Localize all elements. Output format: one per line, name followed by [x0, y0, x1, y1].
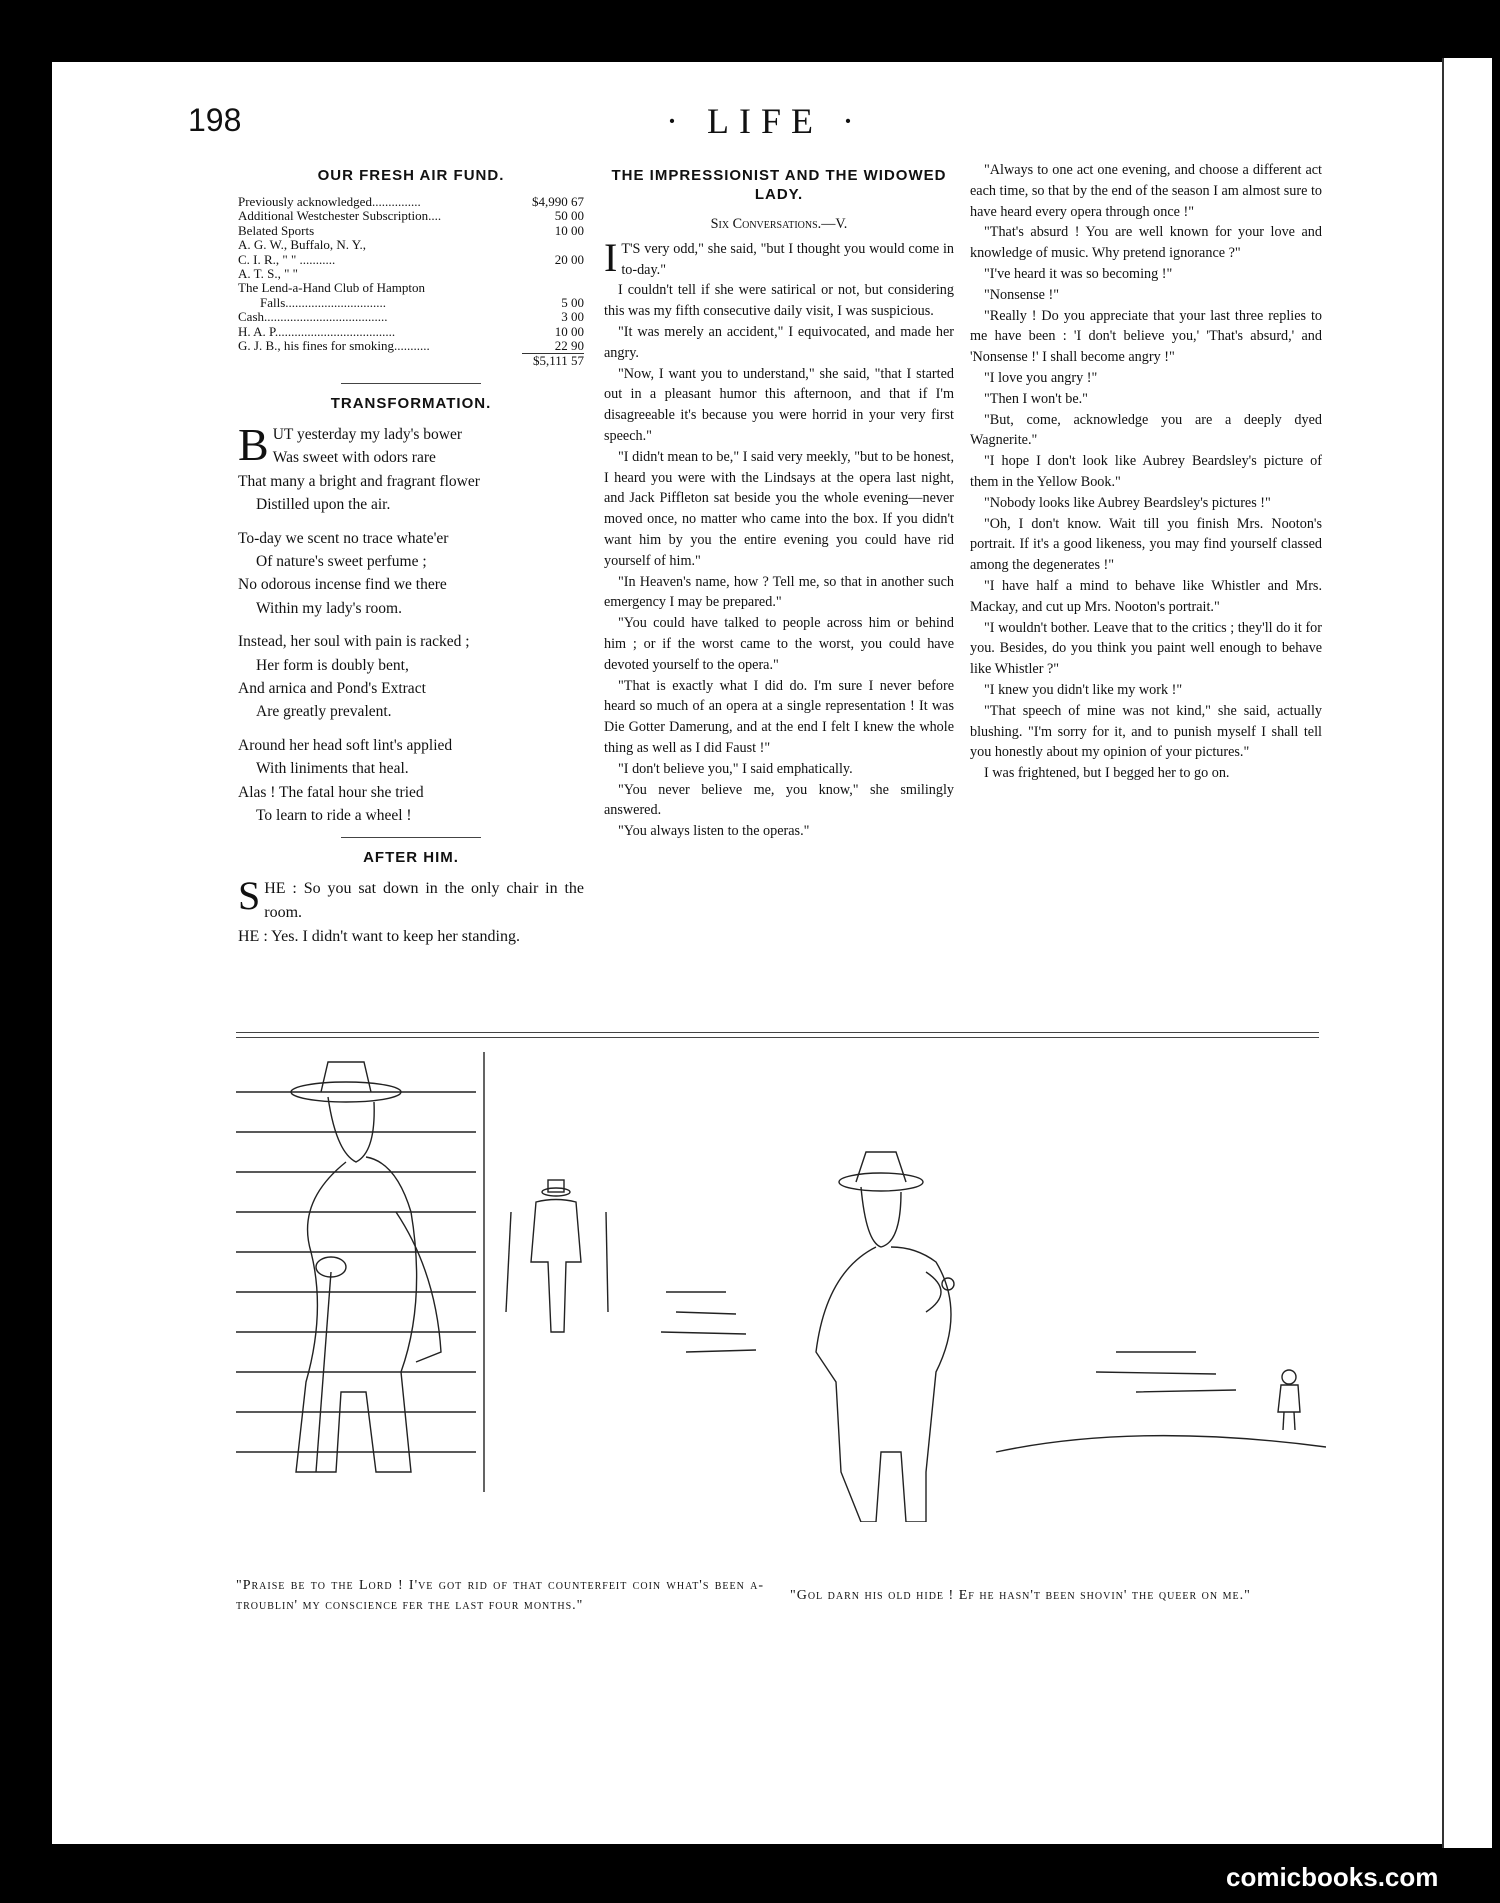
fund-label: The Lend-a-Hand Club of Hampton: [238, 281, 426, 296]
story-paragraph: "Oh, I don't know. Wait till you finish Mrs. Nooton's portrait. If it's a good likeness, you may find yourself classed among the degenerates !": [970, 515, 1322, 574]
story-paragraph: "Really ! Do you appreciate that your last three replies to me have been : 'I don't believe you,' 'That's absurd,' and 'Nonsense !' I shall become angry !": [970, 307, 1322, 366]
story-paragraph: "Then I won't be.": [984, 390, 1088, 407]
poem-line: Of nature's sweet perfume ;: [256, 552, 427, 570]
fund-amount: 5 00: [561, 294, 584, 310]
dialog-text: HE : So you sat down in the only chair in the room.: [264, 880, 584, 922]
poem-line: That many a bright and fragrant flower: [238, 472, 480, 490]
story-paragraph: "I wouldn't bother. Leave that to the critics ; they'll do it for you. Besides, do you think you paint well enough to behave like Whistler ?": [970, 619, 1322, 678]
story-paragraph: I couldn't tell if she were satirical or not, but considering this was my fifth consecutive daily visit, I was suspicious.: [604, 282, 954, 320]
page-number: 198: [188, 102, 242, 138]
fund-row: [238, 238, 584, 252]
caption-left: "Praise be to the Lord ! I've got rid of that counterfeit coin what's been a-troublin' my conscience fer the last four months.": [236, 1578, 764, 1613]
fund-amount: 50 00: [554, 208, 584, 224]
fund-amount: 10 00: [554, 222, 584, 238]
story-paragraph: "Now, I want you to understand," she said, "that I started out in a pleasant humor this afternoon, and that if I'm disagreeable it's because you were horrid in your very first speech.": [604, 365, 954, 444]
fund-row: [238, 281, 584, 295]
fund-amount: [522, 238, 584, 252]
drop-cap: B: [238, 418, 269, 470]
fund-amount: [522, 281, 584, 295]
poem-transformation: [238, 418, 584, 828]
poem-line: Around her head soft lint's applied: [238, 736, 453, 754]
fund-amount: 10 00: [554, 323, 584, 339]
stanza: [238, 527, 584, 621]
after-him-dialog: [238, 873, 584, 949]
after-him-title: AFTER HIM.: [363, 849, 459, 867]
fund-amount: $4,990 67: [532, 194, 584, 209]
stanza: [238, 418, 584, 517]
ground-hatching: [661, 1292, 1326, 1452]
drop-cap: S: [238, 873, 261, 919]
story-title: THE IMPRESSIONIST AND THE WIDOWED LADY.: [611, 167, 947, 203]
story-paragraph: "That speech of mine was not kind," she said, actually blushing. "I'm sorry for it, and to punish myself I shall tell you honestly about my opinion of your pictures.": [970, 702, 1322, 761]
stanza: [238, 734, 584, 828]
fund-label: Cash......................................: [238, 310, 388, 325]
poem-line: And arnica and Pond's Extract: [238, 679, 426, 697]
story-paragraph: "But, come, acknowledge you are a deeply dyed Wagnerite.": [970, 411, 1322, 449]
column-3: [970, 160, 1322, 784]
fund-label: Previously acknowledged...............: [238, 195, 421, 209]
story-paragraph: "I knew you didn't like my work !": [984, 681, 1183, 698]
cartoon-illustration: [236, 1052, 1326, 1522]
poem-line: Within my lady's room.: [256, 599, 402, 617]
poem-line: Alas ! The fatal hour she tried: [238, 783, 424, 801]
paragraph-text: T'S very odd," she said, "but I thought you would come in to-day.": [621, 240, 954, 278]
fund-amount: 3 00: [561, 309, 584, 325]
watermark: comicbooks.com: [1226, 1862, 1439, 1892]
story-paragraph: "Nobody looks like Aubrey Beardsley's pictures !": [984, 494, 1271, 511]
story-paragraph: "I hope I don't look like Aubrey Beardsley's picture of them in the Yellow Book.": [970, 453, 1322, 490]
column-2: [604, 160, 954, 842]
story-paragraph: "I've heard it was so becoming !": [984, 265, 1173, 282]
story-paragraph: "You never believe me, you know," she smilingly answered.: [604, 781, 954, 819]
poem-line: Distilled upon the air.: [256, 496, 391, 514]
story-paragraph: [604, 234, 954, 281]
fund-amount: [522, 267, 584, 281]
column-1: [238, 160, 584, 949]
brick-wall: [236, 1092, 476, 1452]
poem-line: With liniments that heal.: [256, 760, 409, 778]
story-paragraph: "That's absurd ! You are well known for your love and knowledge of music. Why pretend ignorance ?": [970, 224, 1322, 262]
fund-row: [238, 267, 584, 281]
section-divider: [341, 837, 481, 838]
poem-line: Are greatly prevalent.: [256, 703, 392, 721]
fund-row: [238, 195, 584, 209]
fund-label: G. J. B., his fines for smoking...........: [238, 339, 430, 354]
poem-line: Was sweet with odors rare: [272, 449, 436, 467]
fund-row: [238, 310, 584, 324]
poem-line: Her form is doubly bent,: [256, 656, 409, 674]
story-paragraph: "Always to one act one evening, and choose a different act each time, so that by the end of the season I am almost sure to have heard every opera through once !": [970, 162, 1322, 220]
story-paragraph: "It was merely an accident," I equivocated, and made her angry.: [604, 323, 954, 361]
fund-label: A. T. S., " ": [238, 267, 298, 282]
fund-amount: 20 00: [554, 251, 584, 267]
story-paragraph: I was frightened, but I begged her to go on.: [984, 765, 1230, 782]
dialog-line: HE : Yes. I didn't want to keep her standing.: [238, 928, 520, 946]
fund-row: [238, 296, 584, 310]
story-paragraph: "Nonsense !": [984, 286, 1060, 303]
story-paragraph: "You could have talked to people across him or behind him ; or if the worst came to the worst, you could have devoted yourself to the opera.": [604, 615, 954, 673]
fund-label: Additional Westchester Subscription....: [238, 209, 442, 224]
fund-label: Belated Sports: [238, 223, 315, 238]
fund-label: H. A. P.....................................: [238, 324, 396, 339]
farmer-figure: [816, 1152, 954, 1522]
drop-cap: I: [604, 234, 618, 280]
fund-title: OUR FRESH AIR FUND.: [317, 167, 505, 184]
poem-line: To-day we scent no trace whate'er: [238, 529, 449, 547]
story-paragraph: "That is exactly what I did do. I'm sure I never before heard so much of an opera at a single representation ! It was Die Gotter Damerung, and at the end I felt I knew the whole thing as well as I did Faust !": [604, 677, 954, 756]
story-paragraph: "I don't believe you," I said emphatically.: [618, 760, 853, 777]
fund-row: [238, 224, 584, 238]
fund-table: [238, 195, 584, 369]
fund-row: [238, 209, 584, 223]
story-paragraph: "You always listen to the operas.": [618, 823, 810, 840]
poem-line: No odorous incense find we there: [238, 576, 447, 594]
story-paragraph: "I didn't mean to be," I said very meekly, "but to be honest, I heard you were with the Lindsays at the opera last night, and Jack Piffleton sat beside you the whole evening—never moved once, no matter who came into the box. If you didn't want him by you the entire evening you could have rid yourself of him.": [604, 448, 954, 569]
fund-label: C. I. R., " " ...........: [238, 252, 336, 267]
stanza: [238, 630, 584, 724]
fund-row: [238, 325, 584, 339]
poem-line: Instead, her soul with pain is racked ;: [238, 633, 470, 651]
poem-line: UT yesterday my lady's bower: [272, 425, 463, 443]
fund-row: [238, 339, 584, 353]
story-paragraph: "I have half a mind to behave like Whistler and Mrs. Mackay, and cut up Mrs. Nooton's portrait.": [970, 577, 1322, 615]
story-paragraph: "I love you angry !": [984, 369, 1098, 386]
dialog-line: [238, 873, 584, 925]
old-man-figure: [291, 1062, 441, 1472]
story-paragraph: "In Heaven's name, how ? Tell me, so that in another such emergency I may be prepared.": [604, 573, 954, 611]
fund-total: $5,111 57: [522, 353, 584, 368]
masthead: · LIFE ·: [666, 101, 864, 141]
fund-amount: 22 90: [554, 338, 584, 354]
section-divider: [341, 383, 481, 384]
story-subtitle: Six Conversations.—V.: [710, 216, 848, 232]
poem-title: TRANSFORMATION.: [330, 394, 492, 412]
caption-right: "Gol darn his old hide ! Ef he hasn't been shovin' the queer on me.": [790, 1588, 1251, 1603]
next-page-edge: [1442, 58, 1492, 1848]
fund-row: [238, 253, 584, 267]
poem-line: To learn to ride a wheel !: [256, 806, 412, 824]
fund-label: Falls...............................: [260, 295, 387, 310]
fund-label: A. G. W., Buffalo, N. Y.,: [238, 238, 366, 253]
cartoon-divider: [236, 1032, 1319, 1038]
child-figure: [1278, 1370, 1300, 1430]
distant-man-figure: [506, 1180, 608, 1332]
